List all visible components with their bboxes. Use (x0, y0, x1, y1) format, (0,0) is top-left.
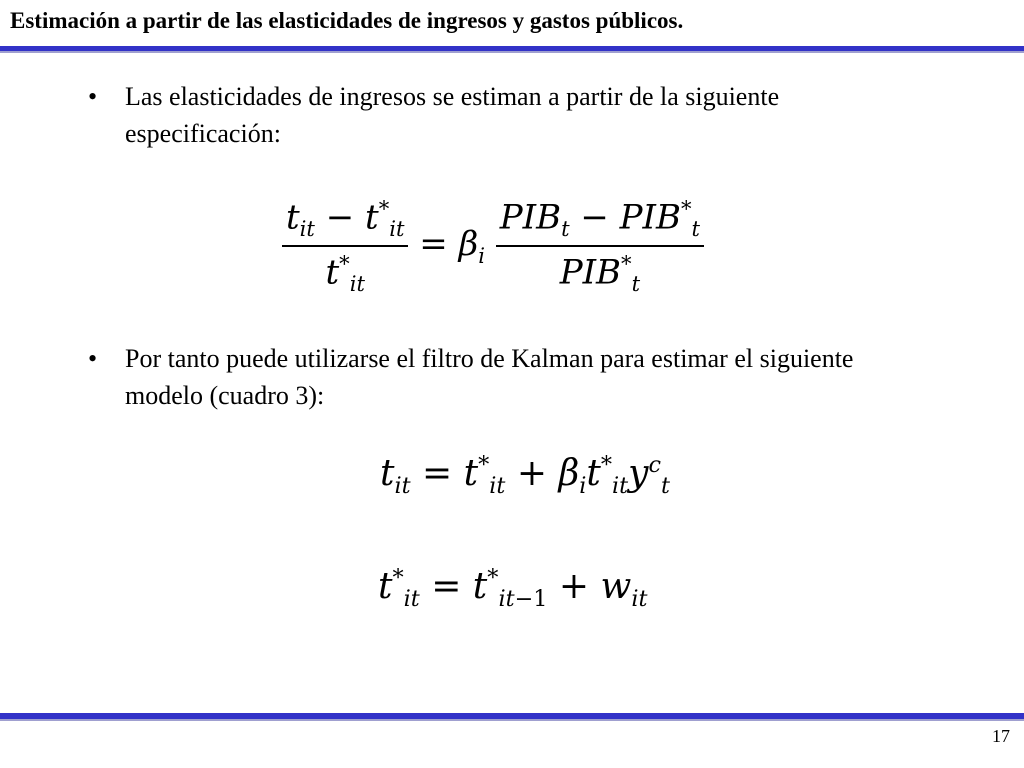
equation-elasticity: $\frac{t_{it} - t^*_{it}}{t^*_{it}}$ = $\beta_i$ $\frac{PIB_t - PIB^*_t}{PIB^*_t}$ (282, 196, 704, 296)
equation-lhs-fraction: $\frac{t_{it} - t^*_{it}}{t^*_{it}}$ (282, 196, 408, 296)
bullet-1 (88, 78, 918, 152)
bottom-rule-shadow (0, 719, 1024, 721)
equation-rhs-fraction: $\frac{PIB_t - PIB^*_t}{PIB^*_t}$ (496, 196, 704, 296)
bullet-2 (88, 340, 918, 414)
slide-title: Estimación a partir de las elasticidades de ingresos y gastos públicos. (10, 8, 684, 33)
page-number: 17 (992, 726, 1010, 746)
equation-state: $t^*_{it} = t^*_{it-1} + w_{it}$ (378, 565, 648, 613)
bullet-dot: • (88, 344, 98, 373)
top-rule-shadow (0, 51, 1024, 53)
bullet-1-text: Las elasticidades de ingresos se estiman a partir de la siguiente especificación: (125, 82, 780, 148)
equation-measurement: $t_{it} = t^*_{it} + \beta_it^*_{it}y^c_t$ (380, 452, 670, 500)
bullet-2-text: Por tanto puede utilizarse el filtro de Kalman para estimar el siguiente modelo (cuadro 3): (125, 344, 854, 410)
bullet-dot: • (88, 82, 98, 111)
